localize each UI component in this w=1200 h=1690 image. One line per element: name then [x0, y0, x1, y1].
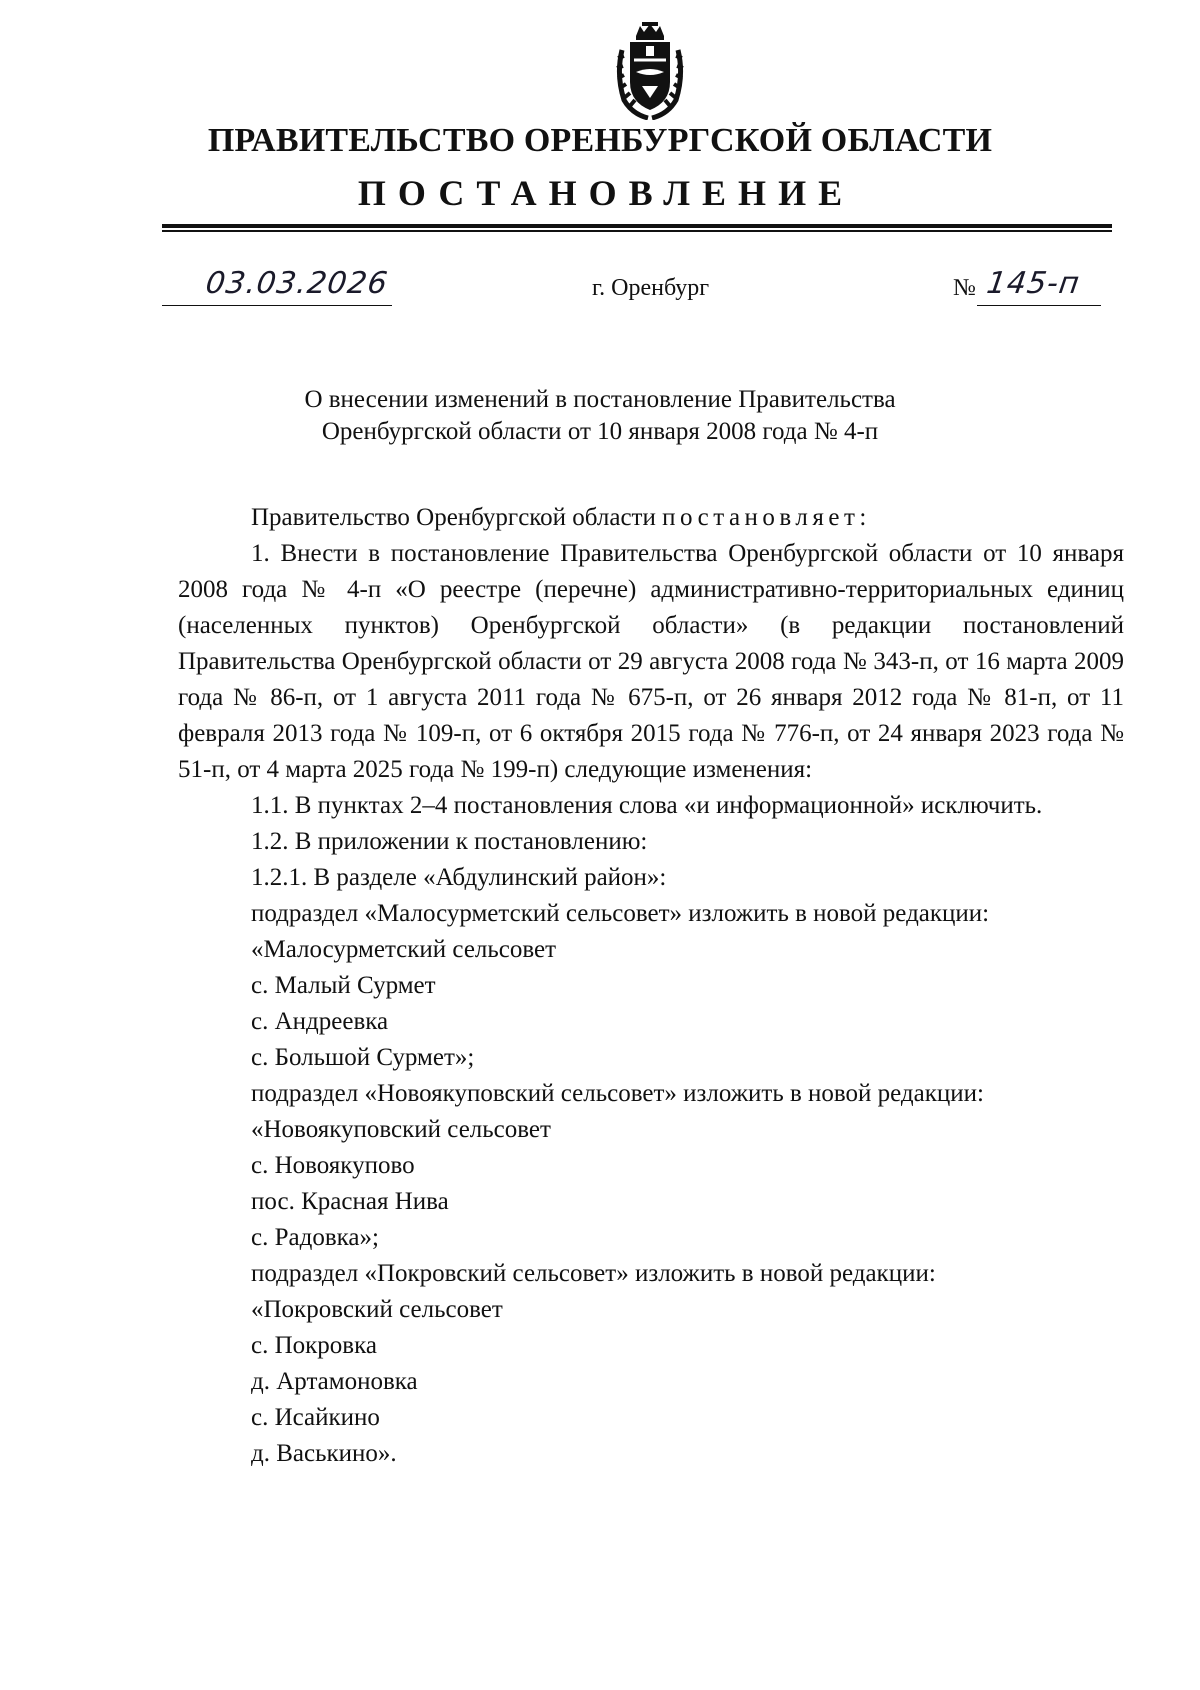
paragraph-item-1-2-1: 1.2.1. В разделе «Абдулинский район»:	[251, 864, 667, 891]
document-city: г. Оренбург	[592, 275, 710, 301]
list-line: с. Исайкино	[251, 1404, 380, 1431]
list-line: с. Радовка»;	[251, 1224, 379, 1251]
document-type-title: ПОСТАНОВЛЕНИЕ	[357, 173, 855, 213]
paragraph-item-1-2: 1.2. В приложении к постановлению:	[251, 828, 648, 855]
list-line: д. Артамоновка	[251, 1368, 418, 1395]
paragraph-item-1: 1. Внести в постановление Правительства Оренбургской области от 10 января 2008 года № 4-п «О реестре (перечне) административно-территориальных единиц (населенных пунктов) Оренбургской области» (в редакции постановлений Правительства Оренбургской области от 29 августа 2008 года № 343-п, от 16 марта 2009 года № 86-п, от 1 августа 2011 года № 675-п, от 26 января 2012 года № 81-п, от 11 февраля 2013 года № 109-п, от 6 октября 2015 года № 776-п, от 24 января 2023 года № 51-п, от 4 марта 2025 года № 199-п) следующие изменения:	[178, 540, 1124, 783]
list-line: подраздел «Покровский сельсовет» изложить в новой редакции:	[251, 1260, 936, 1287]
list-line: с. Малый Сурмет	[251, 972, 436, 999]
list-line: с. Покровка	[251, 1332, 377, 1359]
document-date: 03.03.2026	[203, 266, 391, 301]
list-line: «Малосурметский сельсовет	[251, 936, 557, 963]
preamble-colon: :	[859, 504, 867, 531]
coat-of-arms-icon	[612, 20, 688, 120]
paragraph-item-1-1: 1.1. В пунктах 2–4 постановления слова «и информационной» исключить.	[251, 792, 1043, 819]
document-subject	[0, 384, 1200, 448]
list-line: с. Большой Сурмет»;	[251, 1044, 475, 1071]
list-line: с. Новоякупово	[251, 1152, 415, 1179]
header-divider-thick	[162, 224, 1112, 228]
organization-title: ПРАВИТЕЛЬСТВО ОРЕНБУРГСКОЙ ОБЛАСТИ	[207, 122, 993, 159]
list-line: «Покровский сельсовет	[251, 1296, 503, 1323]
preamble	[178, 500, 1124, 536]
subject-line-1: О внесении изменений в постановление Правительства	[304, 386, 896, 413]
list-line: подраздел «Малосурметский сельсовет» изложить в новой редакции:	[251, 900, 990, 927]
date-field	[162, 266, 392, 306]
subject-line-2: Оренбургской области от 10 января 2008 года № 4-п	[321, 418, 879, 445]
list-line: д. Васькино».	[251, 1440, 397, 1467]
document-body	[178, 500, 1124, 1472]
preamble-start: Правительство Оренбургской области	[251, 504, 656, 531]
number-field	[977, 266, 1101, 306]
list-line: «Новоякуповский сельсовет	[251, 1116, 551, 1143]
preamble-decree-word: постановляет	[662, 504, 860, 531]
list-line: пос. Красная Нива	[251, 1188, 449, 1215]
number-label: №	[953, 275, 976, 301]
header-divider-thin	[162, 230, 1112, 232]
list-line: подраздел «Новоякуповский сельсовет» изложить в новой редакции:	[251, 1080, 984, 1107]
document-number: 145-п	[984, 266, 1083, 301]
list-line: с. Андреевка	[251, 1008, 389, 1035]
